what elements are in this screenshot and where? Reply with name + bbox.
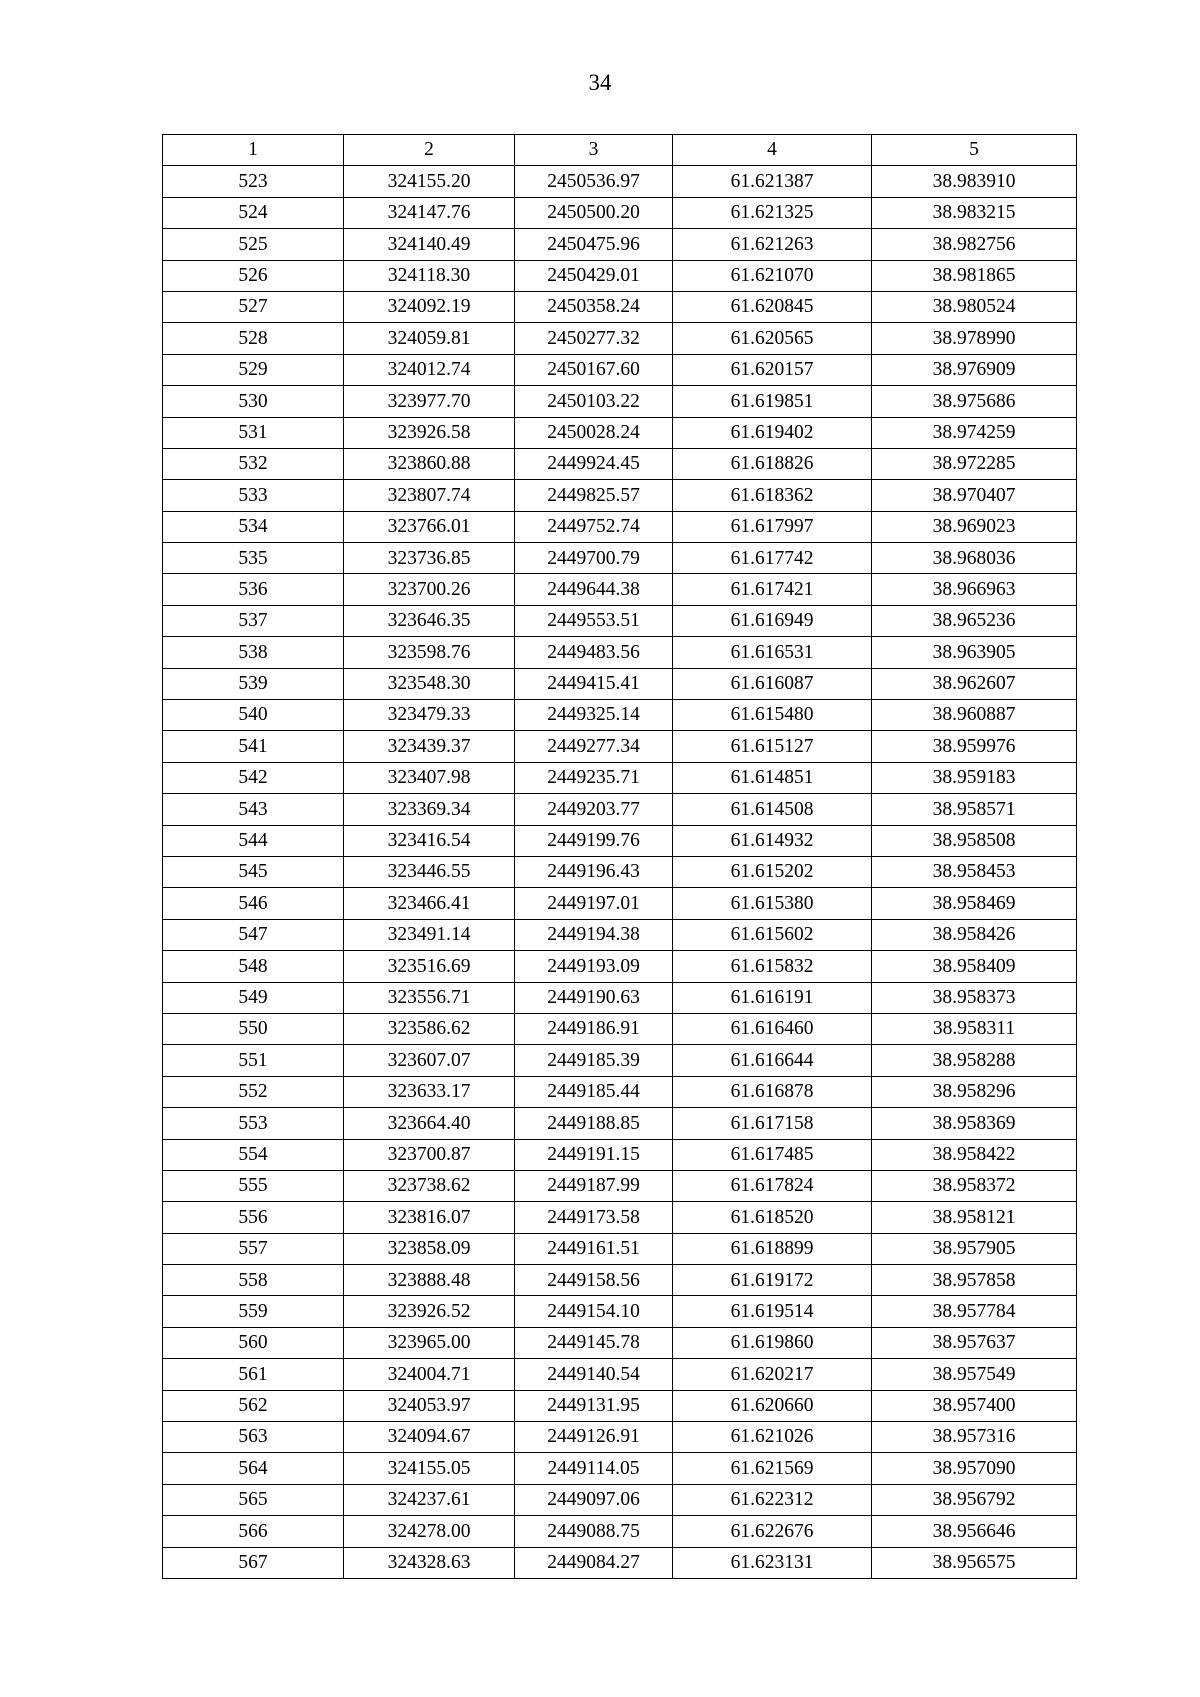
- longitude-cell: 38.958426: [872, 919, 1077, 950]
- point-number-cell: 559: [163, 1296, 344, 1327]
- latitude-cell: 61.616087: [673, 668, 872, 699]
- x-coordinate-cell: 324094.67: [344, 1422, 515, 1453]
- point-number-cell: 565: [163, 1484, 344, 1515]
- point-number-cell: 533: [163, 480, 344, 511]
- y-coordinate-cell: 2449193.09: [515, 951, 673, 982]
- column-header: 2: [344, 135, 515, 166]
- latitude-cell: 61.620660: [673, 1390, 872, 1421]
- table-row: [163, 574, 1077, 605]
- x-coordinate-cell: 323977.70: [344, 386, 515, 417]
- x-coordinate-cell: 324237.61: [344, 1484, 515, 1515]
- point-number-cell: 554: [163, 1139, 344, 1170]
- y-coordinate-cell: 2449197.01: [515, 888, 673, 919]
- point-number-cell: 545: [163, 856, 344, 887]
- x-coordinate-cell: 324328.63: [344, 1547, 515, 1578]
- y-coordinate-cell: 2449088.75: [515, 1516, 673, 1547]
- latitude-cell: 61.619851: [673, 386, 872, 417]
- y-coordinate-cell: 2450358.24: [515, 291, 673, 322]
- y-coordinate-cell: 2450429.01: [515, 260, 673, 291]
- y-coordinate-cell: 2449203.77: [515, 794, 673, 825]
- table-body: [163, 166, 1077, 1579]
- table-row: [163, 856, 1077, 887]
- longitude-cell: 38.958369: [872, 1108, 1077, 1139]
- y-coordinate-cell: 2449199.76: [515, 825, 673, 856]
- point-number-cell: 538: [163, 637, 344, 668]
- x-coordinate-cell: 324118.30: [344, 260, 515, 291]
- point-number-cell: 542: [163, 762, 344, 793]
- latitude-cell: 61.616460: [673, 1013, 872, 1044]
- table-row: [163, 197, 1077, 228]
- y-coordinate-cell: 2449185.44: [515, 1076, 673, 1107]
- y-coordinate-cell: 2449185.39: [515, 1045, 673, 1076]
- latitude-cell: 61.623131: [673, 1547, 872, 1578]
- table-row: [163, 1233, 1077, 1264]
- longitude-cell: 38.965236: [872, 605, 1077, 636]
- point-number-cell: 536: [163, 574, 344, 605]
- y-coordinate-cell: 2449186.91: [515, 1013, 673, 1044]
- x-coordinate-cell: 323446.55: [344, 856, 515, 887]
- latitude-cell: 61.620845: [673, 291, 872, 322]
- x-coordinate-cell: 323926.58: [344, 417, 515, 448]
- point-number-cell: 561: [163, 1359, 344, 1390]
- y-coordinate-cell: 2449187.99: [515, 1170, 673, 1201]
- longitude-cell: 38.957549: [872, 1359, 1077, 1390]
- x-coordinate-cell: 323598.76: [344, 637, 515, 668]
- latitude-cell: 61.619402: [673, 417, 872, 448]
- column-header: 5: [872, 135, 1077, 166]
- point-number-cell: 544: [163, 825, 344, 856]
- table-row: [163, 417, 1077, 448]
- longitude-cell: 38.958372: [872, 1170, 1077, 1201]
- longitude-cell: 38.957090: [872, 1453, 1077, 1484]
- y-coordinate-cell: 2449188.85: [515, 1108, 673, 1139]
- point-number-cell: 550: [163, 1013, 344, 1044]
- x-coordinate-cell: 323466.41: [344, 888, 515, 919]
- point-number-cell: 526: [163, 260, 344, 291]
- longitude-cell: 38.972285: [872, 448, 1077, 479]
- point-number-cell: 556: [163, 1202, 344, 1233]
- longitude-cell: 38.958508: [872, 825, 1077, 856]
- table-row: [163, 1013, 1077, 1044]
- y-coordinate-cell: 2449277.34: [515, 731, 673, 762]
- longitude-cell: 38.958469: [872, 888, 1077, 919]
- point-number-cell: 535: [163, 543, 344, 574]
- latitude-cell: 61.619860: [673, 1327, 872, 1358]
- latitude-cell: 61.618520: [673, 1202, 872, 1233]
- longitude-cell: 38.966963: [872, 574, 1077, 605]
- longitude-cell: 38.969023: [872, 511, 1077, 542]
- longitude-cell: 38.983910: [872, 166, 1077, 197]
- table-row: [163, 1390, 1077, 1421]
- y-coordinate-cell: 2450167.60: [515, 354, 673, 385]
- longitude-cell: 38.956575: [872, 1547, 1077, 1578]
- longitude-cell: 38.976909: [872, 354, 1077, 385]
- longitude-cell: 38.958121: [872, 1202, 1077, 1233]
- y-coordinate-cell: 2449158.56: [515, 1265, 673, 1296]
- table-row: [163, 480, 1077, 511]
- point-number-cell: 549: [163, 982, 344, 1013]
- point-number-cell: 540: [163, 700, 344, 731]
- y-coordinate-cell: 2449415.41: [515, 668, 673, 699]
- x-coordinate-cell: 323491.14: [344, 919, 515, 950]
- longitude-cell: 38.968036: [872, 543, 1077, 574]
- table-row: [163, 888, 1077, 919]
- x-coordinate-cell: 323858.09: [344, 1233, 515, 1264]
- table-row: [163, 260, 1077, 291]
- longitude-cell: 38.957784: [872, 1296, 1077, 1327]
- longitude-cell: 38.960887: [872, 700, 1077, 731]
- point-number-cell: 551: [163, 1045, 344, 1076]
- point-number-cell: 525: [163, 229, 344, 260]
- table-row: [163, 825, 1077, 856]
- latitude-cell: 61.616878: [673, 1076, 872, 1107]
- x-coordinate-cell: 323766.01: [344, 511, 515, 542]
- latitude-cell: 61.621387: [673, 166, 872, 197]
- latitude-cell: 61.619514: [673, 1296, 872, 1327]
- table-row: [163, 1296, 1077, 1327]
- y-coordinate-cell: 2449173.58: [515, 1202, 673, 1233]
- table-row: [163, 1139, 1077, 1170]
- x-coordinate-cell: 323516.69: [344, 951, 515, 982]
- x-coordinate-cell: 323700.26: [344, 574, 515, 605]
- point-number-cell: 537: [163, 605, 344, 636]
- point-number-cell: 552: [163, 1076, 344, 1107]
- latitude-cell: 61.614851: [673, 762, 872, 793]
- longitude-cell: 38.958288: [872, 1045, 1077, 1076]
- longitude-cell: 38.957400: [872, 1390, 1077, 1421]
- y-coordinate-cell: 2449161.51: [515, 1233, 673, 1264]
- y-coordinate-cell: 2449154.10: [515, 1296, 673, 1327]
- x-coordinate-cell: 323965.00: [344, 1327, 515, 1358]
- y-coordinate-cell: 2449825.57: [515, 480, 673, 511]
- coordinates-table: [162, 134, 1077, 1579]
- x-coordinate-cell: 324155.05: [344, 1453, 515, 1484]
- latitude-cell: 61.617997: [673, 511, 872, 542]
- longitude-cell: 38.957637: [872, 1327, 1077, 1358]
- table-row: [163, 386, 1077, 417]
- table-row: [163, 762, 1077, 793]
- point-number-cell: 553: [163, 1108, 344, 1139]
- table-row: [163, 951, 1077, 982]
- latitude-cell: 61.614932: [673, 825, 872, 856]
- table-row: [163, 1045, 1077, 1076]
- table-row: [163, 1516, 1077, 1547]
- point-number-cell: 566: [163, 1516, 344, 1547]
- x-coordinate-cell: 323738.62: [344, 1170, 515, 1201]
- point-number-cell: 564: [163, 1453, 344, 1484]
- latitude-cell: 61.616531: [673, 637, 872, 668]
- longitude-cell: 38.983215: [872, 197, 1077, 228]
- x-coordinate-cell: 324140.49: [344, 229, 515, 260]
- longitude-cell: 38.958409: [872, 951, 1077, 982]
- x-coordinate-cell: 324147.76: [344, 197, 515, 228]
- y-coordinate-cell: 2449196.43: [515, 856, 673, 887]
- point-number-cell: 557: [163, 1233, 344, 1264]
- longitude-cell: 38.974259: [872, 417, 1077, 448]
- point-number-cell: 534: [163, 511, 344, 542]
- latitude-cell: 61.621569: [673, 1453, 872, 1484]
- y-coordinate-cell: 2449924.45: [515, 448, 673, 479]
- latitude-cell: 61.615380: [673, 888, 872, 919]
- y-coordinate-cell: 2449140.54: [515, 1359, 673, 1390]
- table-row: [163, 794, 1077, 825]
- latitude-cell: 61.622676: [673, 1516, 872, 1547]
- point-number-cell: 528: [163, 323, 344, 354]
- page-number: 34: [588, 70, 612, 95]
- table-row: [163, 700, 1077, 731]
- table-row: [163, 1359, 1077, 1390]
- longitude-cell: 38.982756: [872, 229, 1077, 260]
- y-coordinate-cell: 2449191.15: [515, 1139, 673, 1170]
- column-header: 4: [673, 135, 872, 166]
- table-row: [163, 354, 1077, 385]
- x-coordinate-cell: 324004.71: [344, 1359, 515, 1390]
- x-coordinate-cell: 324059.81: [344, 323, 515, 354]
- table-row: [163, 919, 1077, 950]
- x-coordinate-cell: 323633.17: [344, 1076, 515, 1107]
- y-coordinate-cell: 2449235.71: [515, 762, 673, 793]
- y-coordinate-cell: 2450475.96: [515, 229, 673, 260]
- x-coordinate-cell: 323548.30: [344, 668, 515, 699]
- column-header: 1: [163, 135, 344, 166]
- table-row: [163, 1547, 1077, 1578]
- point-number-cell: 523: [163, 166, 344, 197]
- point-number-cell: 548: [163, 951, 344, 982]
- y-coordinate-cell: 2450028.24: [515, 417, 673, 448]
- longitude-cell: 38.959183: [872, 762, 1077, 793]
- latitude-cell: 61.614508: [673, 794, 872, 825]
- y-coordinate-cell: 2449700.79: [515, 543, 673, 574]
- point-number-cell: 562: [163, 1390, 344, 1421]
- x-coordinate-cell: 323416.54: [344, 825, 515, 856]
- longitude-cell: 38.980524: [872, 291, 1077, 322]
- latitude-cell: 61.621026: [673, 1422, 872, 1453]
- x-coordinate-cell: 323439.37: [344, 731, 515, 762]
- longitude-cell: 38.957858: [872, 1265, 1077, 1296]
- longitude-cell: 38.963905: [872, 637, 1077, 668]
- y-coordinate-cell: 2449752.74: [515, 511, 673, 542]
- table-row: [163, 1453, 1077, 1484]
- table-row: [163, 605, 1077, 636]
- x-coordinate-cell: 323556.71: [344, 982, 515, 1013]
- latitude-cell: 61.617421: [673, 574, 872, 605]
- table-row: [163, 1265, 1077, 1296]
- x-coordinate-cell: 323407.98: [344, 762, 515, 793]
- x-coordinate-cell: 324092.19: [344, 291, 515, 322]
- latitude-cell: 61.621325: [673, 197, 872, 228]
- table-row: [163, 1076, 1077, 1107]
- latitude-cell: 61.618826: [673, 448, 872, 479]
- point-number-cell: 558: [163, 1265, 344, 1296]
- y-coordinate-cell: 2449145.78: [515, 1327, 673, 1358]
- y-coordinate-cell: 2449325.14: [515, 700, 673, 731]
- longitude-cell: 38.958311: [872, 1013, 1077, 1044]
- point-number-cell: 543: [163, 794, 344, 825]
- x-coordinate-cell: 323646.35: [344, 605, 515, 636]
- latitude-cell: 61.622312: [673, 1484, 872, 1515]
- y-coordinate-cell: 2449131.95: [515, 1390, 673, 1421]
- table-row: [163, 543, 1077, 574]
- table-header-row: [163, 135, 1077, 166]
- longitude-cell: 38.957316: [872, 1422, 1077, 1453]
- table-row: [163, 1108, 1077, 1139]
- table-row: [163, 668, 1077, 699]
- longitude-cell: 38.978990: [872, 323, 1077, 354]
- point-number-cell: 560: [163, 1327, 344, 1358]
- latitude-cell: 61.621263: [673, 229, 872, 260]
- table-row: [163, 323, 1077, 354]
- table-row: [163, 1170, 1077, 1201]
- latitude-cell: 61.616949: [673, 605, 872, 636]
- y-coordinate-cell: 2450500.20: [515, 197, 673, 228]
- column-header: 3: [515, 135, 673, 166]
- y-coordinate-cell: 2449126.91: [515, 1422, 673, 1453]
- latitude-cell: 61.615602: [673, 919, 872, 950]
- y-coordinate-cell: 2449114.05: [515, 1453, 673, 1484]
- table-row: [163, 1202, 1077, 1233]
- x-coordinate-cell: 323607.07: [344, 1045, 515, 1076]
- latitude-cell: 61.615127: [673, 731, 872, 762]
- longitude-cell: 38.956792: [872, 1484, 1077, 1515]
- latitude-cell: 61.616644: [673, 1045, 872, 1076]
- point-number-cell: 539: [163, 668, 344, 699]
- x-coordinate-cell: 323807.74: [344, 480, 515, 511]
- point-number-cell: 527: [163, 291, 344, 322]
- point-number-cell: 555: [163, 1170, 344, 1201]
- longitude-cell: 38.970407: [872, 480, 1077, 511]
- y-coordinate-cell: 2450536.97: [515, 166, 673, 197]
- latitude-cell: 61.617824: [673, 1170, 872, 1201]
- longitude-cell: 38.958296: [872, 1076, 1077, 1107]
- x-coordinate-cell: 324053.97: [344, 1390, 515, 1421]
- x-coordinate-cell: 323479.33: [344, 700, 515, 731]
- table-row: [163, 731, 1077, 762]
- point-number-cell: 532: [163, 448, 344, 479]
- latitude-cell: 61.620217: [673, 1359, 872, 1390]
- y-coordinate-cell: 2449194.38: [515, 919, 673, 950]
- longitude-cell: 38.958453: [872, 856, 1077, 887]
- latitude-cell: 61.621070: [673, 260, 872, 291]
- x-coordinate-cell: 323860.88: [344, 448, 515, 479]
- latitude-cell: 61.615480: [673, 700, 872, 731]
- latitude-cell: 61.618362: [673, 480, 872, 511]
- longitude-cell: 38.957905: [872, 1233, 1077, 1264]
- longitude-cell: 38.959976: [872, 731, 1077, 762]
- table-row: [163, 511, 1077, 542]
- table-row: [163, 166, 1077, 197]
- longitude-cell: 38.958373: [872, 982, 1077, 1013]
- latitude-cell: 61.615832: [673, 951, 872, 982]
- latitude-cell: 61.620157: [673, 354, 872, 385]
- latitude-cell: 61.616191: [673, 982, 872, 1013]
- x-coordinate-cell: 324155.20: [344, 166, 515, 197]
- table-row: [163, 982, 1077, 1013]
- y-coordinate-cell: 2449483.56: [515, 637, 673, 668]
- x-coordinate-cell: 323664.40: [344, 1108, 515, 1139]
- x-coordinate-cell: 323736.85: [344, 543, 515, 574]
- longitude-cell: 38.981865: [872, 260, 1077, 291]
- latitude-cell: 61.615202: [673, 856, 872, 887]
- longitude-cell: 38.975686: [872, 386, 1077, 417]
- x-coordinate-cell: 323586.62: [344, 1013, 515, 1044]
- point-number-cell: 547: [163, 919, 344, 950]
- point-number-cell: 541: [163, 731, 344, 762]
- y-coordinate-cell: 2449097.06: [515, 1484, 673, 1515]
- longitude-cell: 38.958571: [872, 794, 1077, 825]
- point-number-cell: 563: [163, 1422, 344, 1453]
- x-coordinate-cell: 323369.34: [344, 794, 515, 825]
- table-row: [163, 637, 1077, 668]
- point-number-cell: 524: [163, 197, 344, 228]
- x-coordinate-cell: 323700.87: [344, 1139, 515, 1170]
- y-coordinate-cell: 2449190.63: [515, 982, 673, 1013]
- point-number-cell: 529: [163, 354, 344, 385]
- latitude-cell: 61.617158: [673, 1108, 872, 1139]
- latitude-cell: 61.617485: [673, 1139, 872, 1170]
- point-number-cell: 567: [163, 1547, 344, 1578]
- latitude-cell: 61.620565: [673, 323, 872, 354]
- x-coordinate-cell: 323926.52: [344, 1296, 515, 1327]
- latitude-cell: 61.619172: [673, 1265, 872, 1296]
- point-number-cell: 530: [163, 386, 344, 417]
- point-number-cell: 531: [163, 417, 344, 448]
- x-coordinate-cell: 323816.07: [344, 1202, 515, 1233]
- longitude-cell: 38.958422: [872, 1139, 1077, 1170]
- x-coordinate-cell: 323888.48: [344, 1265, 515, 1296]
- x-coordinate-cell: 324012.74: [344, 354, 515, 385]
- latitude-cell: 61.617742: [673, 543, 872, 574]
- table-row: [163, 229, 1077, 260]
- y-coordinate-cell: 2450277.32: [515, 323, 673, 354]
- longitude-cell: 38.962607: [872, 668, 1077, 699]
- table-row: [163, 1484, 1077, 1515]
- latitude-cell: 61.618899: [673, 1233, 872, 1264]
- table-row: [163, 448, 1077, 479]
- point-number-cell: 546: [163, 888, 344, 919]
- table-row: [163, 291, 1077, 322]
- y-coordinate-cell: 2449553.51: [515, 605, 673, 636]
- y-coordinate-cell: 2449084.27: [515, 1547, 673, 1578]
- y-coordinate-cell: 2449644.38: [515, 574, 673, 605]
- longitude-cell: 38.956646: [872, 1516, 1077, 1547]
- y-coordinate-cell: 2450103.22: [515, 386, 673, 417]
- table-row: [163, 1327, 1077, 1358]
- x-coordinate-cell: 324278.00: [344, 1516, 515, 1547]
- table-row: [163, 1422, 1077, 1453]
